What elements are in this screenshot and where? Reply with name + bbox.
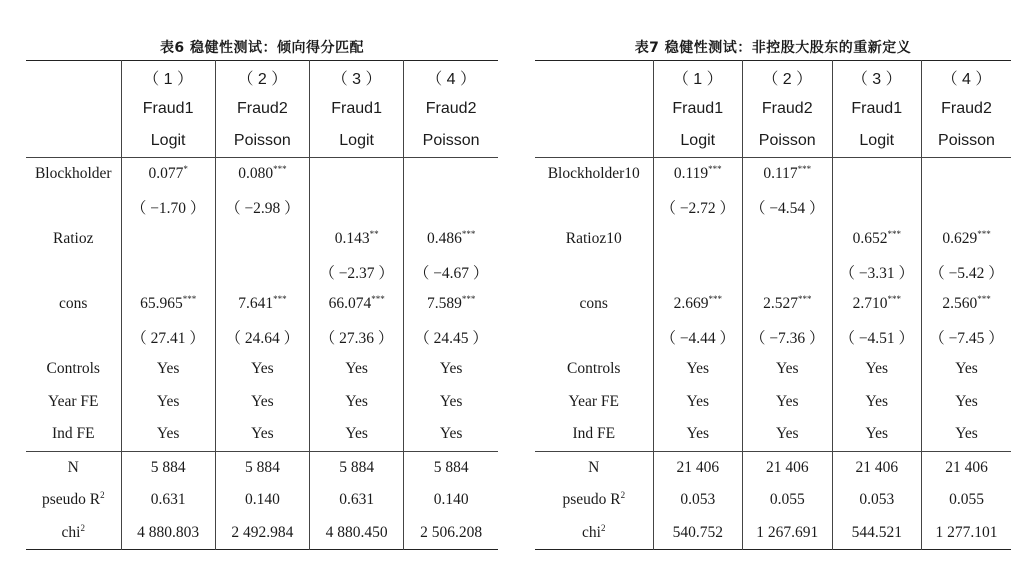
table-cell	[404, 191, 498, 224]
table-cell	[215, 191, 309, 224]
stat-value: 21 406	[832, 451, 922, 484]
model-type: Poisson	[404, 125, 498, 158]
significance-stars: ***	[797, 294, 812, 305]
stat-value: 5 884	[433, 458, 469, 476]
cell-value: （ 27.36 ）	[319, 329, 394, 347]
table-row	[26, 223, 498, 256]
table-cell	[215, 158, 309, 191]
cell-value: 65.965	[140, 295, 183, 313]
significance-stars: ***	[977, 229, 991, 240]
cell-value: Yes	[345, 425, 368, 443]
table-cell	[310, 223, 404, 256]
stat-value: 5 884	[121, 451, 215, 484]
table-cell	[215, 288, 309, 321]
row-label: Ind FE	[535, 418, 653, 451]
row-label: Blockholder	[26, 158, 121, 191]
table-cell	[653, 386, 743, 419]
dependent-variable: Fraud1	[121, 93, 215, 125]
dependent-variable: Fraud2	[941, 100, 992, 117]
cell-value: 2.710	[852, 295, 888, 313]
table-cell	[121, 288, 215, 321]
row-label	[535, 451, 653, 484]
row-label	[26, 517, 121, 550]
dependent-variable: Fraud2	[743, 93, 833, 125]
row-label: cons	[26, 288, 121, 321]
cell-value: Yes	[439, 392, 463, 410]
stat-value: 0.140	[215, 484, 309, 517]
model-type: Logit	[832, 125, 922, 158]
table-row	[26, 288, 498, 321]
significance-stars: ***	[887, 294, 901, 305]
cell-value: 2.560	[942, 295, 978, 313]
table-row	[535, 191, 1011, 224]
dependent-variable: Fraud1	[653, 93, 743, 125]
table-row	[26, 321, 498, 354]
stat-value: 0.140	[433, 491, 469, 509]
stat-value: 540.752	[653, 517, 743, 550]
cell-value: （ −4.67 ）	[413, 264, 489, 282]
table6-body	[26, 158, 498, 452]
cell-value: （ −5.42 ）	[929, 264, 1004, 282]
significance-stars: ***	[273, 294, 287, 305]
table-row	[535, 223, 1011, 256]
table-cell	[404, 418, 498, 451]
model-type: Logit	[121, 125, 215, 158]
stat-value: 21 406	[743, 451, 833, 484]
table6-caption: 表6 稳健性测试：倾向得分匹配	[159, 40, 365, 56]
significance-stars: ***	[708, 164, 722, 175]
cell-value: （ −2.37 ）	[319, 264, 394, 282]
row-label	[26, 484, 121, 517]
table-row	[535, 288, 1011, 321]
table-cell	[832, 321, 922, 354]
cell-value: Yes	[439, 360, 463, 378]
table-cell	[743, 321, 833, 354]
cell-value: Yes	[156, 360, 180, 378]
table-cell	[743, 288, 833, 321]
header-blank-cell	[535, 61, 653, 94]
row-label: Ind FE	[26, 418, 121, 451]
row-label: Ratioz	[26, 223, 121, 256]
cell-value: （ 24.45 ）	[414, 329, 488, 347]
table-cell	[653, 288, 743, 321]
cell-value: Yes	[955, 360, 978, 378]
stat-value: 0.053	[832, 484, 922, 517]
table-cell	[832, 353, 922, 386]
table-cell	[310, 386, 404, 419]
column-number: （ 4 ）	[426, 70, 477, 88]
header-blank-cell	[26, 61, 121, 94]
table-row	[535, 321, 1011, 354]
table7-column-numbers-row	[535, 61, 1011, 94]
significance-stars: ***	[977, 294, 991, 305]
table-cell	[215, 256, 309, 289]
table-cell	[743, 223, 833, 256]
model-type: Logit	[653, 125, 743, 158]
significance-stars: ***	[461, 294, 476, 305]
column-number: （ 2 ）	[215, 61, 309, 94]
table-row	[26, 418, 498, 451]
stat-label-superscript: 2	[600, 522, 606, 533]
stat-value: 21 406	[653, 451, 743, 484]
table-cell	[743, 418, 833, 451]
table6-column-numbers-row	[26, 61, 498, 94]
stat-row	[26, 484, 498, 517]
significance-stars: ***	[461, 229, 476, 240]
table6-model-row	[26, 125, 498, 158]
table-cell	[404, 386, 498, 419]
table6	[26, 60, 498, 550]
table-cell	[922, 386, 1012, 419]
table-row	[26, 158, 498, 191]
table-cell	[743, 256, 833, 289]
table-cell	[653, 321, 743, 354]
table-cell	[121, 353, 215, 386]
stat-label: chi	[582, 523, 601, 541]
cell-value: （ −4.44 ）	[660, 329, 736, 347]
table-cell	[832, 288, 922, 321]
stat-row	[26, 517, 498, 550]
row-label	[26, 451, 121, 484]
cell-value: Yes	[156, 425, 180, 443]
table-cell	[922, 288, 1012, 321]
stat-row	[26, 451, 498, 484]
table-cell	[743, 353, 833, 386]
stat-value: 5 884	[310, 451, 404, 484]
table7-stats	[535, 451, 1011, 550]
significance-stars: ***	[797, 164, 812, 175]
table-cell	[922, 256, 1012, 289]
row-label: cons	[535, 288, 653, 321]
table-cell	[743, 386, 833, 419]
significance-stars: ***	[371, 294, 385, 305]
stat-value: 21 406	[945, 458, 988, 476]
table7-dependent-row	[535, 93, 1011, 125]
table-row	[26, 256, 498, 289]
table7-panel	[535, 36, 1011, 550]
cell-value: Yes	[345, 392, 368, 410]
stat-value: 0.631	[121, 484, 215, 517]
cell-value: 0.119	[673, 165, 709, 183]
table-cell	[404, 158, 498, 191]
table-cell	[832, 223, 922, 256]
cell-value: 0.077	[148, 165, 184, 183]
cell-value: 0.486	[426, 230, 462, 248]
cell-value: Yes	[865, 425, 889, 443]
table7-body	[535, 158, 1011, 452]
significance-stars: ***	[273, 164, 287, 175]
cell-value: Yes	[775, 360, 799, 378]
stat-label: chi	[61, 523, 81, 541]
cell-value: （ −3.31 ）	[839, 264, 915, 282]
table-cell	[215, 418, 309, 451]
cell-value: （ −2.72 ）	[660, 199, 736, 217]
table-cell	[121, 223, 215, 256]
row-label: Controls	[26, 353, 121, 386]
row-label	[26, 191, 121, 224]
table-cell	[404, 256, 498, 289]
table-row	[535, 418, 1011, 451]
cell-value: 2.669	[673, 295, 709, 313]
stat-label: pseudo R	[562, 491, 621, 509]
cell-value: （ 27.41 ）	[131, 329, 205, 347]
cell-value: Yes	[156, 392, 180, 410]
table-cell	[922, 191, 1012, 224]
row-label	[535, 484, 653, 517]
header-blank-cell	[535, 125, 653, 158]
stat-label-superscript: 2	[620, 490, 626, 501]
table-cell	[121, 256, 215, 289]
cell-value: Yes	[251, 392, 274, 410]
table-cell	[653, 256, 743, 289]
cell-value: Yes	[775, 392, 799, 410]
significance-stars: *	[183, 164, 188, 175]
table-cell	[922, 223, 1012, 256]
table-cell	[832, 418, 922, 451]
table-cell	[922, 418, 1012, 451]
table-cell	[215, 353, 309, 386]
significance-stars: **	[369, 229, 379, 240]
stat-value: 4 880.803	[121, 517, 215, 550]
row-label: Blockholder10	[535, 158, 653, 191]
cell-value: Yes	[251, 360, 274, 378]
column-number: （ 1 ）	[653, 61, 743, 94]
table-cell	[404, 223, 498, 256]
table-row	[535, 386, 1011, 419]
stat-value: 0.055	[949, 491, 984, 509]
cell-value: （ −4.51 ）	[839, 329, 915, 347]
table-cell	[121, 158, 215, 191]
table-cell	[922, 353, 1012, 386]
cell-value: Yes	[865, 360, 889, 378]
stat-row	[535, 451, 1011, 484]
model-type: Poisson	[743, 125, 833, 158]
cell-value: Yes	[775, 425, 799, 443]
stat-value: 0.053	[653, 484, 743, 517]
cell-value: Yes	[251, 425, 274, 443]
cell-value: 0.629	[942, 230, 978, 248]
row-label	[535, 517, 653, 550]
significance-stars: ***	[887, 229, 901, 240]
stat-value: 2 506.208	[420, 523, 483, 541]
table-cell	[653, 191, 743, 224]
row-label: Year FE	[535, 386, 653, 419]
stat-value: 2 492.984	[215, 517, 309, 550]
cell-value: （ −7.36 ）	[749, 329, 825, 347]
table6-dependent-row	[26, 93, 498, 125]
table-row	[26, 353, 498, 386]
cell-value: （ −7.45 ）	[929, 329, 1004, 347]
table-cell	[215, 321, 309, 354]
table6-panel	[26, 36, 498, 550]
cell-value: Yes	[345, 360, 368, 378]
cell-value: Yes	[686, 360, 710, 378]
cell-value: 7.641	[238, 295, 274, 313]
cell-value: Yes	[439, 425, 463, 443]
table-cell	[832, 386, 922, 419]
dependent-variable: Fraud2	[215, 93, 309, 125]
table-cell	[404, 321, 498, 354]
table-cell	[653, 223, 743, 256]
row-label	[535, 321, 653, 354]
table-cell	[832, 158, 922, 191]
header-blank-cell	[535, 93, 653, 125]
cell-value: Yes	[955, 392, 978, 410]
table-cell	[121, 386, 215, 419]
model-type: Poisson	[215, 125, 309, 158]
table-cell	[310, 288, 404, 321]
table-cell	[404, 288, 498, 321]
table7	[535, 60, 1011, 550]
stat-label: N	[588, 458, 600, 476]
row-label	[26, 321, 121, 354]
column-number: （ 3 ）	[310, 61, 404, 94]
cell-value: 0.652	[852, 230, 888, 248]
cell-value: （ −1.70 ）	[130, 199, 206, 217]
table-cell	[310, 191, 404, 224]
table-cell	[743, 191, 833, 224]
stat-value: 1 277.101	[935, 523, 998, 541]
table-cell	[832, 256, 922, 289]
row-label: Controls	[535, 353, 653, 386]
table-row	[535, 256, 1011, 289]
column-number: （ 2 ）	[743, 61, 833, 94]
table-cell	[832, 191, 922, 224]
stat-label: pseudo R	[41, 491, 101, 509]
table-row	[535, 158, 1011, 191]
cell-value: Yes	[955, 425, 978, 443]
significance-stars: ***	[708, 294, 722, 305]
row-label	[535, 256, 653, 289]
significance-stars: ***	[182, 294, 197, 305]
cell-value: Yes	[865, 392, 889, 410]
cell-value: 7.589	[426, 295, 462, 313]
cell-value: （ −4.54 ）	[749, 199, 825, 217]
stat-label-superscript: 2	[80, 522, 85, 533]
table7-model-row	[535, 125, 1011, 158]
cell-value: Yes	[686, 425, 710, 443]
table-cell	[743, 158, 833, 191]
table-cell	[121, 321, 215, 354]
stat-value: 1 267.691	[743, 517, 833, 550]
dependent-variable: Fraud1	[310, 93, 404, 125]
table-cell	[310, 418, 404, 451]
row-label: Year FE	[26, 386, 121, 419]
dependent-variable: Fraud2	[425, 100, 477, 117]
table6-stats	[26, 451, 498, 550]
stat-label-superscript: 2	[100, 490, 105, 501]
cell-value: 66.074	[328, 295, 372, 313]
stat-row	[535, 484, 1011, 517]
cell-value: 2.527	[763, 295, 798, 313]
cell-value: （ 24.64 ）	[225, 329, 300, 347]
table7-caption: 表7 稳健性测试：非控股大股东的重新定义	[634, 40, 912, 56]
cell-value: 0.117	[763, 165, 798, 183]
stat-value: 0.631	[310, 484, 404, 517]
cell-value: 0.143	[334, 230, 370, 248]
stat-value: 544.521	[832, 517, 922, 550]
table-cell	[121, 191, 215, 224]
dependent-variable: Fraud1	[832, 93, 922, 125]
table-cell	[310, 256, 404, 289]
cell-value: Yes	[686, 392, 710, 410]
row-label	[26, 256, 121, 289]
table-cell	[215, 386, 309, 419]
table-cell	[404, 353, 498, 386]
column-number: （ 3 ）	[832, 61, 922, 94]
table-cell	[310, 353, 404, 386]
stat-row	[535, 517, 1011, 550]
cell-value: （ −2.98 ）	[225, 199, 300, 217]
model-type: Logit	[310, 125, 404, 158]
stat-value: 0.055	[743, 484, 833, 517]
model-type: Poisson	[922, 125, 1012, 158]
column-number: （ 4 ）	[941, 70, 992, 88]
table-cell	[653, 418, 743, 451]
row-label: Ratioz10	[535, 223, 653, 256]
table-cell	[653, 158, 743, 191]
table-cell	[653, 353, 743, 386]
table-row	[26, 191, 498, 224]
table-cell	[121, 418, 215, 451]
header-blank-cell	[26, 93, 121, 125]
stat-value: 4 880.450	[310, 517, 404, 550]
column-number: （ 1 ）	[121, 61, 215, 94]
row-label	[535, 191, 653, 224]
table-cell	[922, 158, 1012, 191]
table-cell	[215, 223, 309, 256]
table-cell	[310, 321, 404, 354]
cell-value: 0.080	[238, 165, 274, 183]
stat-label: N	[67, 458, 79, 476]
table-cell	[922, 321, 1012, 354]
header-blank-cell	[26, 125, 121, 158]
table-row	[535, 353, 1011, 386]
table-row	[26, 386, 498, 419]
table-cell	[310, 158, 404, 191]
stat-value: 5 884	[215, 451, 309, 484]
